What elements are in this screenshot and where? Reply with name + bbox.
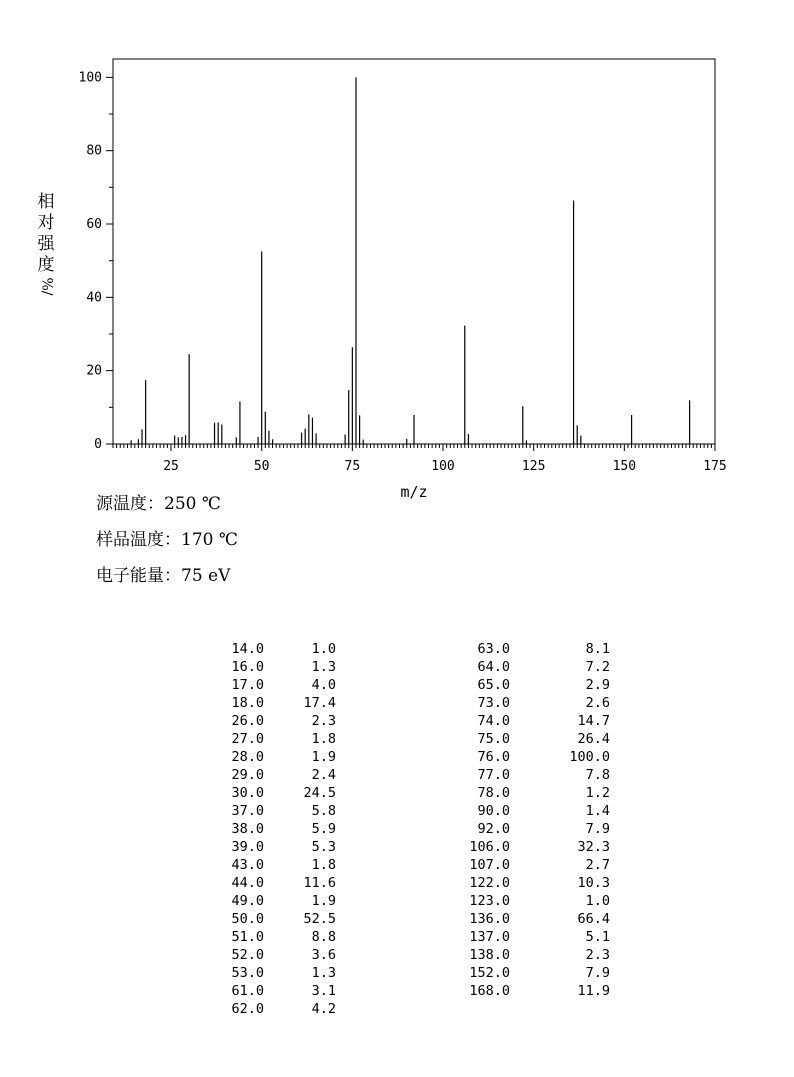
peak-mz: 43.0 [231, 857, 264, 873]
peak-intensity: 1.3 [311, 965, 336, 981]
peak-mz: 73.0 [477, 695, 510, 711]
x-axis-label: m/z [400, 483, 428, 501]
peak-bars [131, 77, 689, 444]
peak-mz: 26.0 [231, 713, 264, 729]
peak-intensity: 1.4 [585, 803, 610, 819]
peak-table-row [186, 928, 336, 946]
y-tick-label: 60 [86, 217, 102, 232]
tick-labels [79, 70, 727, 474]
peak-mz: 90.0 [477, 803, 510, 819]
peak-table-row [458, 838, 610, 856]
y-axis-label-char: 相 [37, 192, 55, 212]
peak-mz: 122.0 [469, 875, 510, 891]
peak-mz: 77.0 [477, 767, 510, 783]
peak-table-row [458, 856, 610, 874]
peak-intensity: 5.9 [311, 821, 336, 837]
peak-intensity: 11.6 [303, 875, 336, 891]
peak-table-row [458, 658, 610, 676]
peak-table-row [186, 676, 336, 694]
peak-intensity: 1.2 [585, 785, 610, 801]
peak-table-row [186, 730, 336, 748]
peak-intensity: 2.7 [585, 857, 610, 873]
peak-table-row [186, 964, 336, 982]
peak-table-row [186, 892, 336, 910]
peak-table-row [186, 874, 336, 892]
peak-mz: 50.0 [231, 911, 264, 927]
peak-table-row [458, 748, 610, 766]
parameter-value: 250 ℃ [164, 494, 221, 514]
x-tick-label: 100 [431, 459, 455, 474]
peak-table-row [186, 640, 336, 658]
plot-frame [113, 59, 715, 444]
peak-mz: 152.0 [469, 965, 510, 981]
parameter-value: 170 ℃ [181, 530, 238, 550]
peak-table-row [458, 676, 610, 694]
peak-mz: 62.0 [231, 1001, 264, 1017]
peak-intensity: 100.0 [569, 749, 610, 765]
peak-table-row [186, 694, 336, 712]
peak-intensity: 7.9 [585, 965, 610, 981]
peak-table-row [458, 910, 610, 928]
y-tick-label: 20 [86, 363, 102, 379]
peak-intensity: 1.9 [311, 893, 336, 909]
peak-intensity: 7.9 [585, 821, 610, 837]
peak-table-row [186, 766, 336, 784]
peak-intensity: 3.6 [311, 947, 336, 963]
parameter-line [96, 562, 238, 598]
peak-intensity: 8.8 [311, 929, 336, 945]
peak-mz: 74.0 [477, 713, 510, 729]
peak-table-row [458, 946, 610, 964]
peak-mz: 137.0 [469, 929, 510, 945]
y-tick-label: 40 [86, 290, 102, 306]
peak-intensity: 17.4 [303, 695, 336, 711]
y-tick-label: 80 [86, 143, 102, 159]
x-tick-label: 75 [344, 459, 361, 474]
peak-intensity: 1.0 [585, 893, 610, 909]
peak-mz: 17.0 [231, 677, 264, 693]
peak-mz: 138.0 [469, 947, 510, 963]
parameter-line [96, 526, 238, 562]
peak-mz: 27.0 [231, 731, 264, 747]
peak-intensity: 1.8 [311, 857, 336, 873]
peak-table-row [186, 784, 336, 802]
peak-table-row [458, 694, 610, 712]
peak-mz: 106.0 [469, 839, 510, 855]
peak-table-row [186, 910, 336, 928]
peak-mz: 29.0 [231, 767, 264, 783]
peak-intensity: 1.3 [311, 659, 336, 675]
y-axis-label-char: %/ [38, 277, 55, 296]
instrument-parameters [96, 490, 238, 598]
peak-intensity: 1.9 [311, 749, 336, 765]
peak-intensity: 32.3 [577, 839, 610, 855]
peak-table-row [458, 820, 610, 838]
peak-intensity: 3.1 [311, 983, 336, 999]
y-tick-label: 100 [78, 70, 102, 86]
x-tick-label: 175 [703, 459, 727, 474]
peak-intensity: 2.3 [585, 947, 610, 963]
peak-mz: 136.0 [469, 911, 510, 927]
peak-table-row [186, 712, 336, 730]
peak-table-row [186, 856, 336, 874]
peak-intensity: 5.1 [585, 929, 610, 945]
peak-table-row [186, 802, 336, 820]
peak-table-row [458, 640, 610, 658]
parameter-line [96, 490, 238, 526]
y-tick-label: 0 [94, 437, 102, 452]
peak-mz: 92.0 [477, 821, 510, 837]
peak-table-row [186, 982, 336, 1000]
peak-table-row [458, 712, 610, 730]
peak-table-row [186, 838, 336, 856]
peak-intensity: 5.8 [311, 803, 336, 819]
parameter-value: 75 eV [181, 566, 231, 586]
peak-table-row [186, 1000, 336, 1018]
peak-mz: 28.0 [231, 749, 264, 765]
peak-table-row [458, 784, 610, 802]
peak-intensity: 5.3 [311, 839, 336, 855]
peak-intensity: 7.8 [585, 767, 610, 783]
peak-intensity: 2.3 [311, 713, 336, 729]
peak-mz: 107.0 [469, 857, 510, 873]
peak-table-row [186, 658, 336, 676]
peak-mz: 65.0 [477, 677, 510, 693]
parameter-label: 样品温度： [96, 530, 181, 550]
peak-table-left [186, 640, 336, 1018]
peak-intensity: 2.6 [585, 695, 610, 711]
peak-intensity: 7.2 [585, 659, 610, 675]
peak-table-row [458, 928, 610, 946]
peak-intensity: 26.4 [577, 731, 610, 747]
peak-mz: 75.0 [477, 731, 510, 747]
peak-table-row [458, 766, 610, 784]
peak-mz: 49.0 [231, 893, 264, 909]
peak-intensity: 10.3 [577, 875, 610, 891]
peak-intensity: 24.5 [303, 785, 336, 801]
peak-mz: 30.0 [231, 785, 264, 801]
peak-intensity: 1.8 [311, 731, 336, 747]
peak-intensity: 66.4 [577, 911, 610, 927]
peak-mz: 38.0 [231, 821, 264, 837]
peak-mz: 14.0 [231, 641, 264, 657]
peak-mz: 78.0 [477, 785, 510, 801]
peak-intensity: 14.7 [577, 713, 610, 729]
peak-table-row [458, 964, 610, 982]
peak-table-row [186, 748, 336, 766]
peak-table-right [458, 640, 610, 1000]
y-axis-label-char: 对 [37, 213, 55, 233]
x-tick-label: 150 [612, 459, 637, 474]
peak-intensity: 52.5 [303, 911, 336, 927]
peak-intensity: 2.9 [585, 677, 610, 693]
peak-intensity: 4.2 [311, 1001, 336, 1017]
peak-mz: 123.0 [469, 893, 510, 909]
peak-mz: 76.0 [477, 749, 510, 765]
peak-mz: 18.0 [231, 695, 264, 711]
peak-table-row [458, 982, 610, 1000]
peak-intensity: 4.0 [311, 677, 336, 693]
mass-spectrum-chart [0, 0, 794, 510]
peak-mz: 16.0 [231, 659, 264, 675]
peak-table-row [186, 946, 336, 964]
x-tick-label: 50 [253, 459, 270, 474]
parameter-label: 电子能量： [96, 566, 181, 586]
peak-intensity: 2.4 [311, 767, 336, 783]
peak-mz: 53.0 [231, 965, 264, 981]
peak-table-row [458, 892, 610, 910]
peak-table-row [458, 874, 610, 892]
y-axis-label-char: 度 [37, 255, 55, 275]
peak-mz: 44.0 [231, 875, 264, 891]
axis-ticks [106, 77, 715, 451]
x-tick-label: 125 [521, 459, 546, 474]
peak-intensity: 11.9 [577, 983, 610, 999]
peak-mz: 52.0 [231, 947, 264, 963]
peak-intensity: 1.0 [311, 641, 336, 657]
peak-intensity: 8.1 [585, 641, 610, 657]
peak-mz: 37.0 [231, 803, 264, 819]
y-axis-label [36, 192, 56, 297]
x-tick-label: 25 [163, 459, 179, 474]
peak-mz: 51.0 [231, 929, 264, 945]
peak-table-row [186, 820, 336, 838]
peak-mz: 64.0 [477, 659, 510, 675]
peak-mz: 168.0 [469, 983, 510, 999]
peak-mz: 61.0 [231, 983, 264, 999]
peak-mz: 39.0 [231, 839, 264, 855]
y-axis-label-char: 强 [37, 234, 55, 254]
peak-table-row [458, 802, 610, 820]
peak-table-row [458, 730, 610, 748]
parameter-label: 源温度： [96, 494, 164, 514]
peak-mz: 63.0 [477, 641, 510, 657]
